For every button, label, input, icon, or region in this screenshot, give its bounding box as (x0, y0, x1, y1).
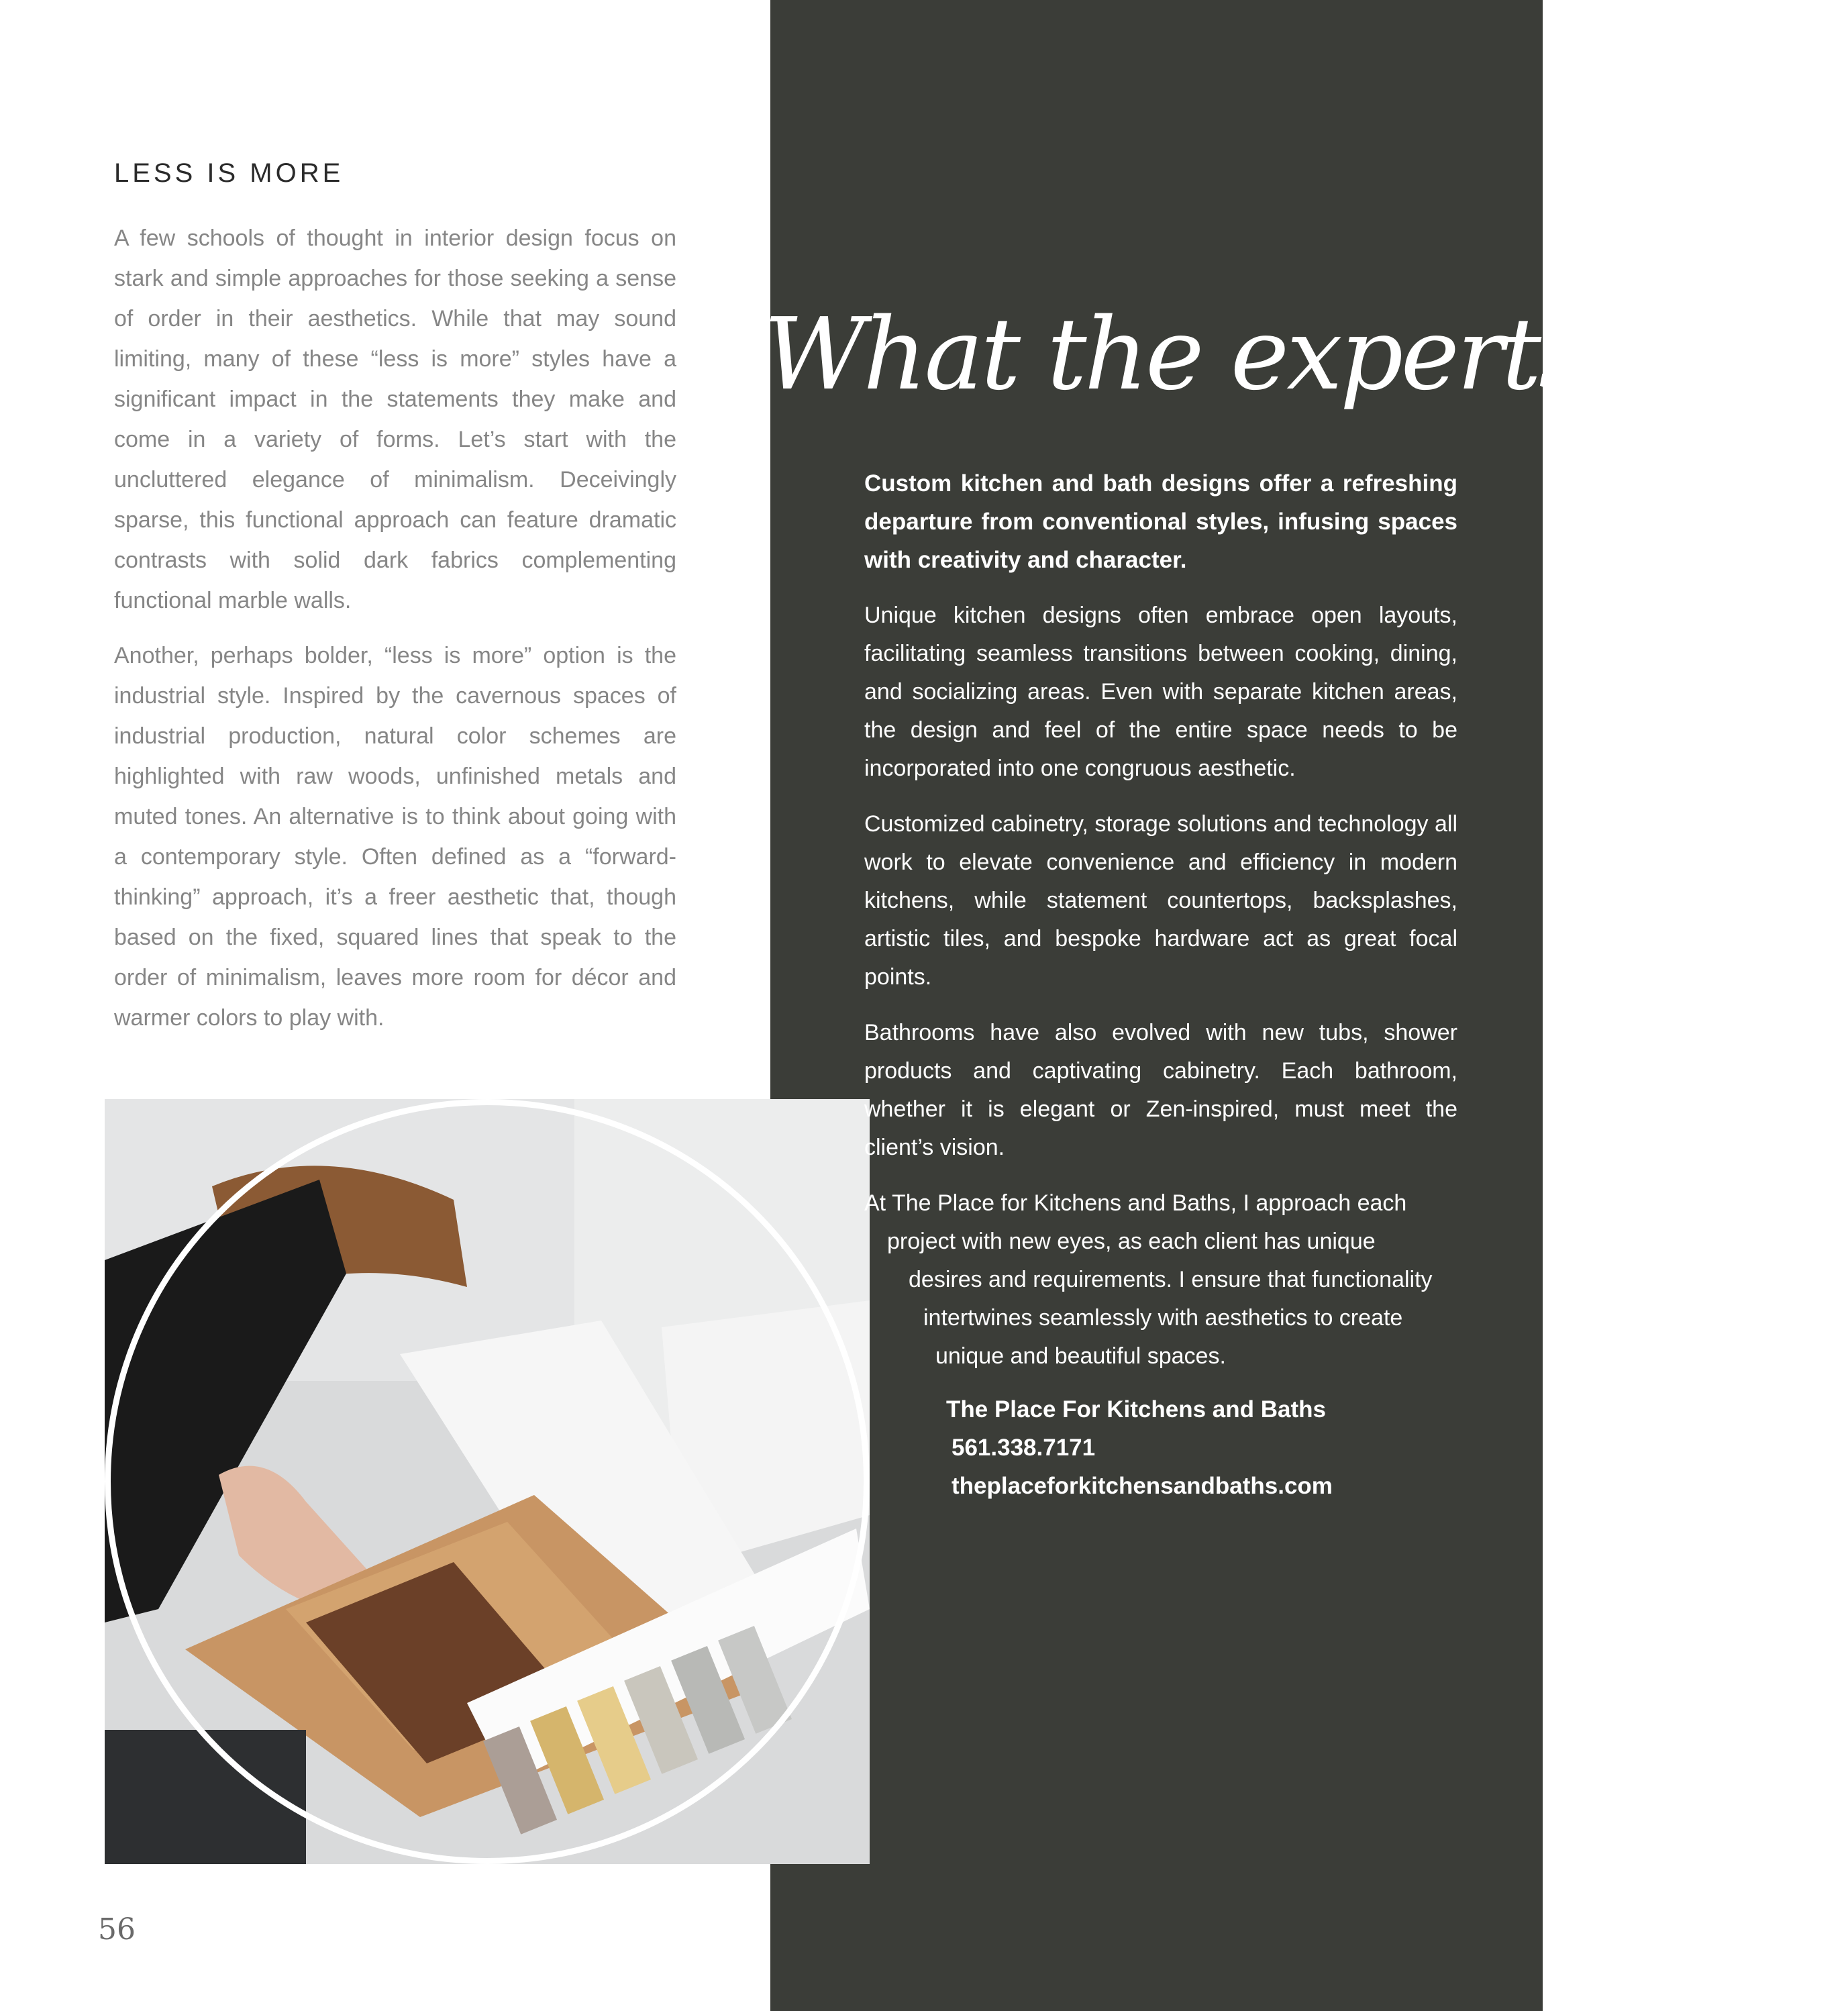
closing-line-3: desires and requirements. I ensure that functionality (909, 1267, 1433, 1292)
body-paragraph-2: Another, perhaps bolder, “less is more” option is the industrial style. Inspired by the cavernous spaces of industrial production, natural color schemes are highlighted with raw woods, unfinished metals and muted tones. An alternative is to think about going with a contemporary style. Often defined as a “forward-thinking” approach, it’s a freer aesthetic that, though based on the fixed, squared lines that speak to the order of minimalism, leaves more room for décor and warmer colors to play with. (114, 643, 676, 1031)
page-number: 56 (98, 1912, 136, 1947)
experts-paragraph-2: Customized cabinetry, storage solutions and technology all work to elevate convenience and efficiency in modern kitchens, while statement countertops, backsplashes, artistic tiles, and bespoke hardware act as great focal points. (864, 811, 1457, 990)
business-name: The Place For Kitchens and Baths (946, 1396, 1326, 1423)
closing-paragraph (864, 1184, 1457, 1376)
section-heading: LESS IS MORE (114, 158, 344, 188)
website-link[interactable]: theplaceforkitchensandbaths.com (952, 1473, 1333, 1499)
body-paragraph-1: A few schools of thought in interior design focus on stark and simple approaches for those seeking a sense of order in their aesthetics. While that may sound limiting, many of these “less is more” styles have a significant impact in the statements they make and come in a variety of forms. Let’s start with the uncluttered elegance of minimalism. Deceivingly sparse, this functional approach can feature dramatic contrasts with solid dark fabrics complementing functional marble walls. (114, 225, 676, 613)
closing-line-5: unique and beautiful spaces. (935, 1343, 1226, 1369)
closing-line-2: project with new eyes, as each client has unique (887, 1229, 1376, 1254)
closing-line-4: intertwines seamlessly with aesthetics to create (923, 1305, 1403, 1331)
closing-line-1: At The Place for Kitchens and Baths, I approach each (864, 1190, 1407, 1216)
experts-column (864, 464, 1457, 1393)
article-column (114, 158, 676, 1053)
contact-block (946, 1390, 1333, 1505)
experts-paragraph-1: Unique kitchen designs often embrace open layouts, facilitating seamless transitions between cooking, dining, and socializing areas. Even with separate kitchen areas, the design and feel of the entire space needs to be incorporated into one congruous aesthetic. (864, 603, 1457, 781)
lead-paragraph: Custom kitchen and bath designs offer a refreshing departure from conventional styles, infusing spaces with creativity and character. (864, 470, 1457, 573)
experts-paragraph-3: Bathrooms have also evolved with new tubs, shower products and captivating cabinetry. Each bathroom, whether it is elegant or Zen-inspired, must meet the client’s vision. (864, 1020, 1457, 1160)
photo-illustration (105, 1099, 870, 1864)
material-samples-photo (105, 1099, 870, 1864)
script-title: What the experts say... (764, 297, 1848, 412)
phone-number: 561.338.7171 (952, 1435, 1096, 1461)
